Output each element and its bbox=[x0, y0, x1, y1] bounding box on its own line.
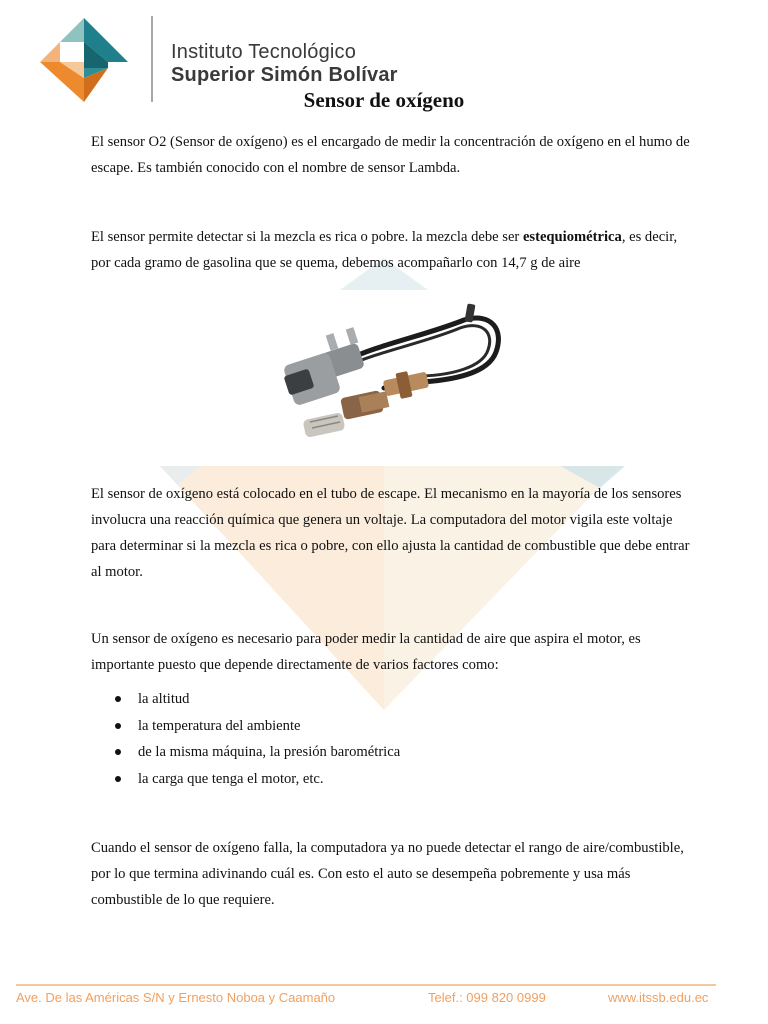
bullet-dot-icon bbox=[115, 749, 121, 755]
list-item bbox=[91, 766, 651, 793]
list-item-text: de la misma máquina, la presión barométrica bbox=[138, 744, 401, 760]
list-item-text: la carga que tenga el motor, etc. bbox=[138, 770, 324, 787]
paragraph-definition: El sensor O2 (Sensor de oxígeno) es el encargado de medir la concentración de oxígeno en el humo de escape. Es también conocido con el nombre de sensor Lambda. bbox=[91, 134, 690, 176]
list-item-text: la altitud bbox=[138, 691, 190, 707]
paragraph-mixture bbox=[91, 224, 691, 276]
institution-name-line1: Instituto Tecnológico bbox=[171, 41, 357, 63]
footer-divider bbox=[16, 984, 716, 986]
paragraph-location: El sensor de oxígeno está colocado en el tubo de escape. El mecanismo en la mayoría de los sensores involucra una reacción química que genera un voltaje. La computadora del motor vigila este voltaje para determinar si la mezcla es rica o pobre, con ello ajusta la cantidad de combustible que debe entrar al motor. bbox=[91, 486, 690, 580]
oxygen-sensor-photo bbox=[242, 290, 526, 466]
list-item-text: la temperatura del ambiente bbox=[138, 717, 301, 734]
list-item bbox=[91, 686, 651, 713]
list-item bbox=[91, 739, 651, 766]
footer-phone: Telef.: 099 820 0999 bbox=[428, 990, 546, 1005]
paragraph-failure: Cuando el sensor de oxígeno falla, la computadora ya no puede detectar el rango de aire/combustible, por lo que termina adivinando cuál es. Con esto el auto se desempeña pobremente y usa más combustible de lo que requiere. bbox=[91, 840, 684, 908]
list-item bbox=[91, 713, 651, 740]
bullet-dot-icon bbox=[115, 776, 121, 782]
footer-website: www.itssb.edu.ec bbox=[608, 990, 709, 1005]
bullet-dot-icon bbox=[115, 696, 121, 702]
institution-name bbox=[171, 40, 398, 86]
paragraph-factors-intro: Un sensor de oxígeno es necesario para poder medir la cantidad de aire que aspira el motor, es importante puesto que depende directamente de varios factores como: bbox=[91, 631, 641, 673]
paragraph-mixture-end: , es decir, por cada gramo de gasolina que se quema, debemos acompañarlo con 14,7 g de aire bbox=[91, 229, 678, 271]
bullet-dot-icon bbox=[115, 723, 121, 729]
term-stoichiometric: estequiométrica bbox=[522, 229, 622, 245]
institution-name-line2: Superior Simón Bolívar bbox=[171, 64, 398, 86]
footer-address: Ave. De las Américas S/N y Ernesto Noboa y Caamaño bbox=[16, 990, 336, 1005]
factors-list bbox=[91, 686, 651, 792]
document-title: Sensor de oxígeno bbox=[303, 88, 465, 112]
paragraph-mixture-start: El sensor permite detectar si la mezcla es rica o pobre. la mezcla debe ser bbox=[91, 229, 523, 245]
